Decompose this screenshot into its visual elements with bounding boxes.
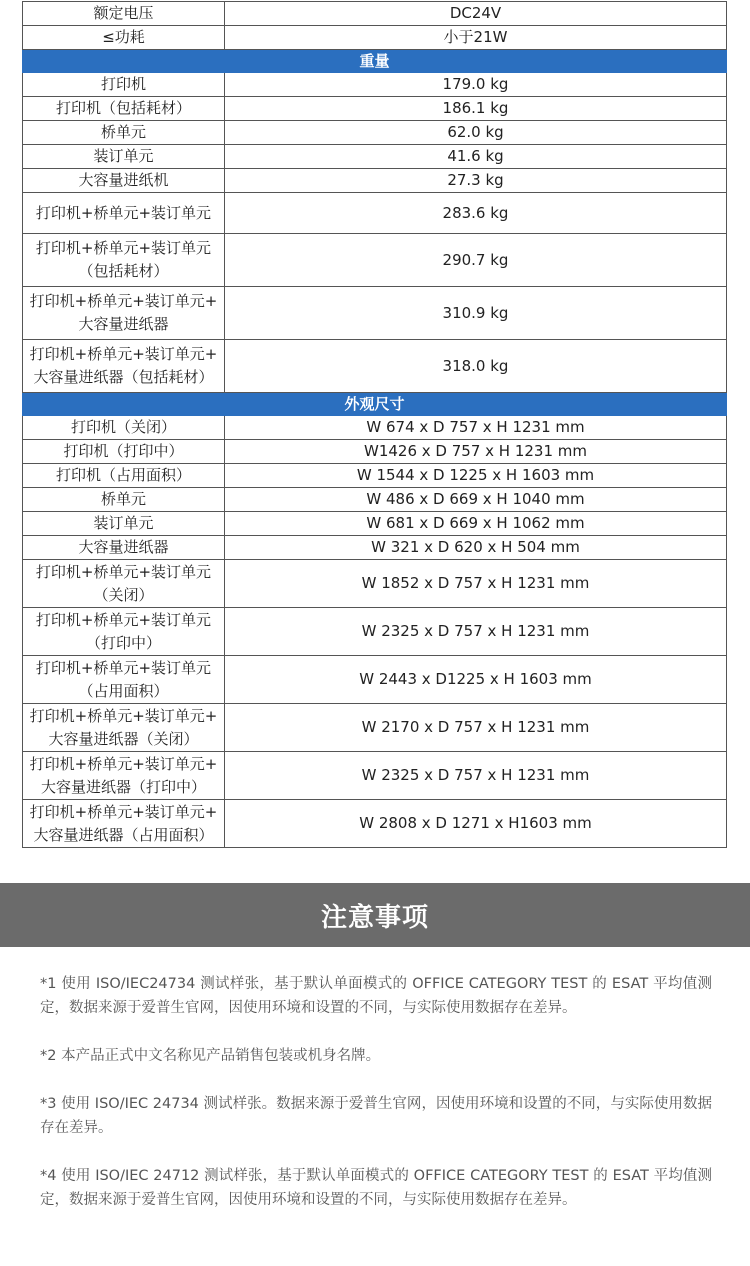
spec-value: W 2325 x D 757 x H 1231 mm (225, 608, 727, 656)
spec-label-line: （打印中） (85, 633, 161, 652)
spec-label-line: 打印机+桥单元+装订单元+ (29, 802, 218, 821)
table-row (23, 340, 727, 393)
spec-value: W 681 x D 669 x H 1062 mm (225, 512, 727, 536)
spec-value: W 2170 x D 757 x H 1231 mm (225, 704, 727, 752)
note-item: *3 使用 ISO/IEC 24734 测试样张。数据来源于爱普生官网，因使用环境和设置的不同，与实际使用数据存在差异。 (40, 1096, 712, 1136)
spec-label: 打印机（包括耗材） (23, 97, 225, 121)
spec-value: W 1852 x D 757 x H 1231 mm (225, 560, 727, 608)
spec-label-line: （包括耗材） (78, 262, 169, 280)
table-row (23, 488, 727, 512)
spec-label (23, 340, 225, 393)
spec-label-line: 大容量进纸器（打印中） (40, 777, 206, 796)
table-row (23, 416, 727, 440)
spec-value: 310.9 kg (225, 287, 727, 340)
spec-value: W 2443 x D1225 x H 1603 mm (225, 656, 727, 704)
spec-label-line: 大容量进纸器（包括耗材） (33, 368, 214, 386)
spec-label (23, 704, 225, 752)
spec-label: 装订单元 (23, 145, 225, 169)
spec-label-line: 打印机+桥单元+装订单元 (35, 658, 212, 677)
spec-label-line: 打印机+桥单元+装订单元 (35, 239, 212, 257)
spec-value: W 1544 x D 1225 x H 1603 mm (225, 464, 727, 488)
table-row (23, 512, 727, 536)
notice-title: 注意事项 (320, 902, 429, 933)
table-row (23, 26, 727, 50)
note-item: *2 本产品正式中文名称见产品销售包装或机身名牌。 (40, 1048, 381, 1064)
table-row (23, 560, 727, 608)
section-title: 外观尺寸 (23, 393, 727, 416)
spec-value: 27.3 kg (225, 169, 727, 193)
spec-label: 打印机+桥单元+装订单元 (23, 193, 225, 234)
spec-value: W 321 x D 620 x H 504 mm (225, 536, 727, 560)
spec-label-line: （关闭） (93, 585, 154, 604)
notes-list (40, 972, 712, 1212)
table-row (23, 73, 727, 97)
table-row (23, 2, 727, 26)
table-row (23, 234, 727, 287)
table-row (23, 656, 727, 704)
spec-value: 186.1 kg (225, 97, 727, 121)
spec-label: 打印机 (23, 73, 225, 97)
note-item: *1 使用 ISO/IEC24734 测试样张，基于默认单面模式的 OFFICE CATEGORY TEST 的 ESAT 平均值测定，数据来源于爱普生官网，因使用环境和设置的不同，与实际使用数据存在差异。 (40, 976, 712, 1016)
notice-banner (0, 883, 750, 947)
note-item: *4 使用 ISO/IEC 24712 测试样张，基于默认单面模式的 OFFICE CATEGORY TEST 的 ESAT 平均值测定，数据来源于爱普生官网，因使用环境和设置的不同，与实际使用数据存在差异。 (40, 1168, 712, 1208)
table-row (23, 800, 727, 848)
spec-label: 打印机（占用面积） (23, 464, 225, 488)
spec-label: 大容量进纸机 (23, 169, 225, 193)
section-header-weight (23, 50, 727, 73)
spec-value: W 2325 x D 757 x H 1231 mm (225, 752, 727, 800)
spec-label (23, 287, 225, 340)
spec-label: 桥单元 (23, 121, 225, 145)
spec-label (23, 234, 225, 287)
spec-label-line: 打印机+桥单元+装订单元+ (29, 706, 218, 725)
spec-label (23, 608, 225, 656)
spec-label-line: 大容量进纸器 (78, 315, 169, 333)
spec-label-line: 打印机+桥单元+装订单元+ (29, 754, 218, 773)
table-row (23, 536, 727, 560)
spec-label: 打印机（关闭） (23, 416, 225, 440)
spec-table (22, 1, 727, 848)
spec-value: 290.7 kg (225, 234, 727, 287)
spec-value: 318.0 kg (225, 340, 727, 393)
spec-label-line: 大容量进纸器（关闭） (48, 729, 199, 748)
spec-label-line: 打印机+桥单元+装订单元+ (29, 345, 218, 363)
table-row (23, 193, 727, 234)
spec-value: W1426 x D 757 x H 1231 mm (225, 440, 727, 464)
table-row (23, 121, 727, 145)
section-title: 重量 (23, 50, 727, 73)
spec-label (23, 800, 225, 848)
spec-label-line: 打印机+桥单元+装订单元 (35, 610, 212, 629)
spec-value: W 2808 x D 1271 x H1603 mm (225, 800, 727, 848)
spec-value: DC24V (225, 2, 727, 26)
spec-value: 283.6 kg (225, 193, 727, 234)
spec-value: 41.6 kg (225, 145, 727, 169)
spec-label: 打印机（打印中） (23, 440, 225, 464)
spec-value: 小于21W (225, 26, 727, 50)
table-row (23, 608, 727, 656)
table-row (23, 169, 727, 193)
spec-value: 179.0 kg (225, 73, 727, 97)
spec-label-line: 打印机+桥单元+装订单元+ (29, 292, 218, 310)
spec-label (23, 560, 225, 608)
spec-label (23, 752, 225, 800)
table-row (23, 440, 727, 464)
spec-label-line: （占用面积） (78, 681, 169, 700)
section-header-dimensions (23, 393, 727, 416)
spec-label: ≤功耗 (23, 26, 225, 50)
spec-value: W 486 x D 669 x H 1040 mm (225, 488, 727, 512)
table-row (23, 464, 727, 488)
spec-label (23, 656, 225, 704)
spec-label: 装订单元 (23, 512, 225, 536)
spec-label: 大容量进纸器 (23, 536, 225, 560)
spec-value: W 674 x D 757 x H 1231 mm (225, 416, 727, 440)
table-row (23, 704, 727, 752)
table-row (23, 97, 727, 121)
table-row (23, 145, 727, 169)
table-row (23, 752, 727, 800)
spec-label: 额定电压 (23, 2, 225, 26)
table-row (23, 287, 727, 340)
spec-value: 62.0 kg (225, 121, 727, 145)
spec-label-line: 打印机+桥单元+装订单元 (35, 562, 212, 581)
spec-label: 桥单元 (23, 488, 225, 512)
spec-label-line: 大容量进纸器（占用面积） (33, 825, 214, 844)
